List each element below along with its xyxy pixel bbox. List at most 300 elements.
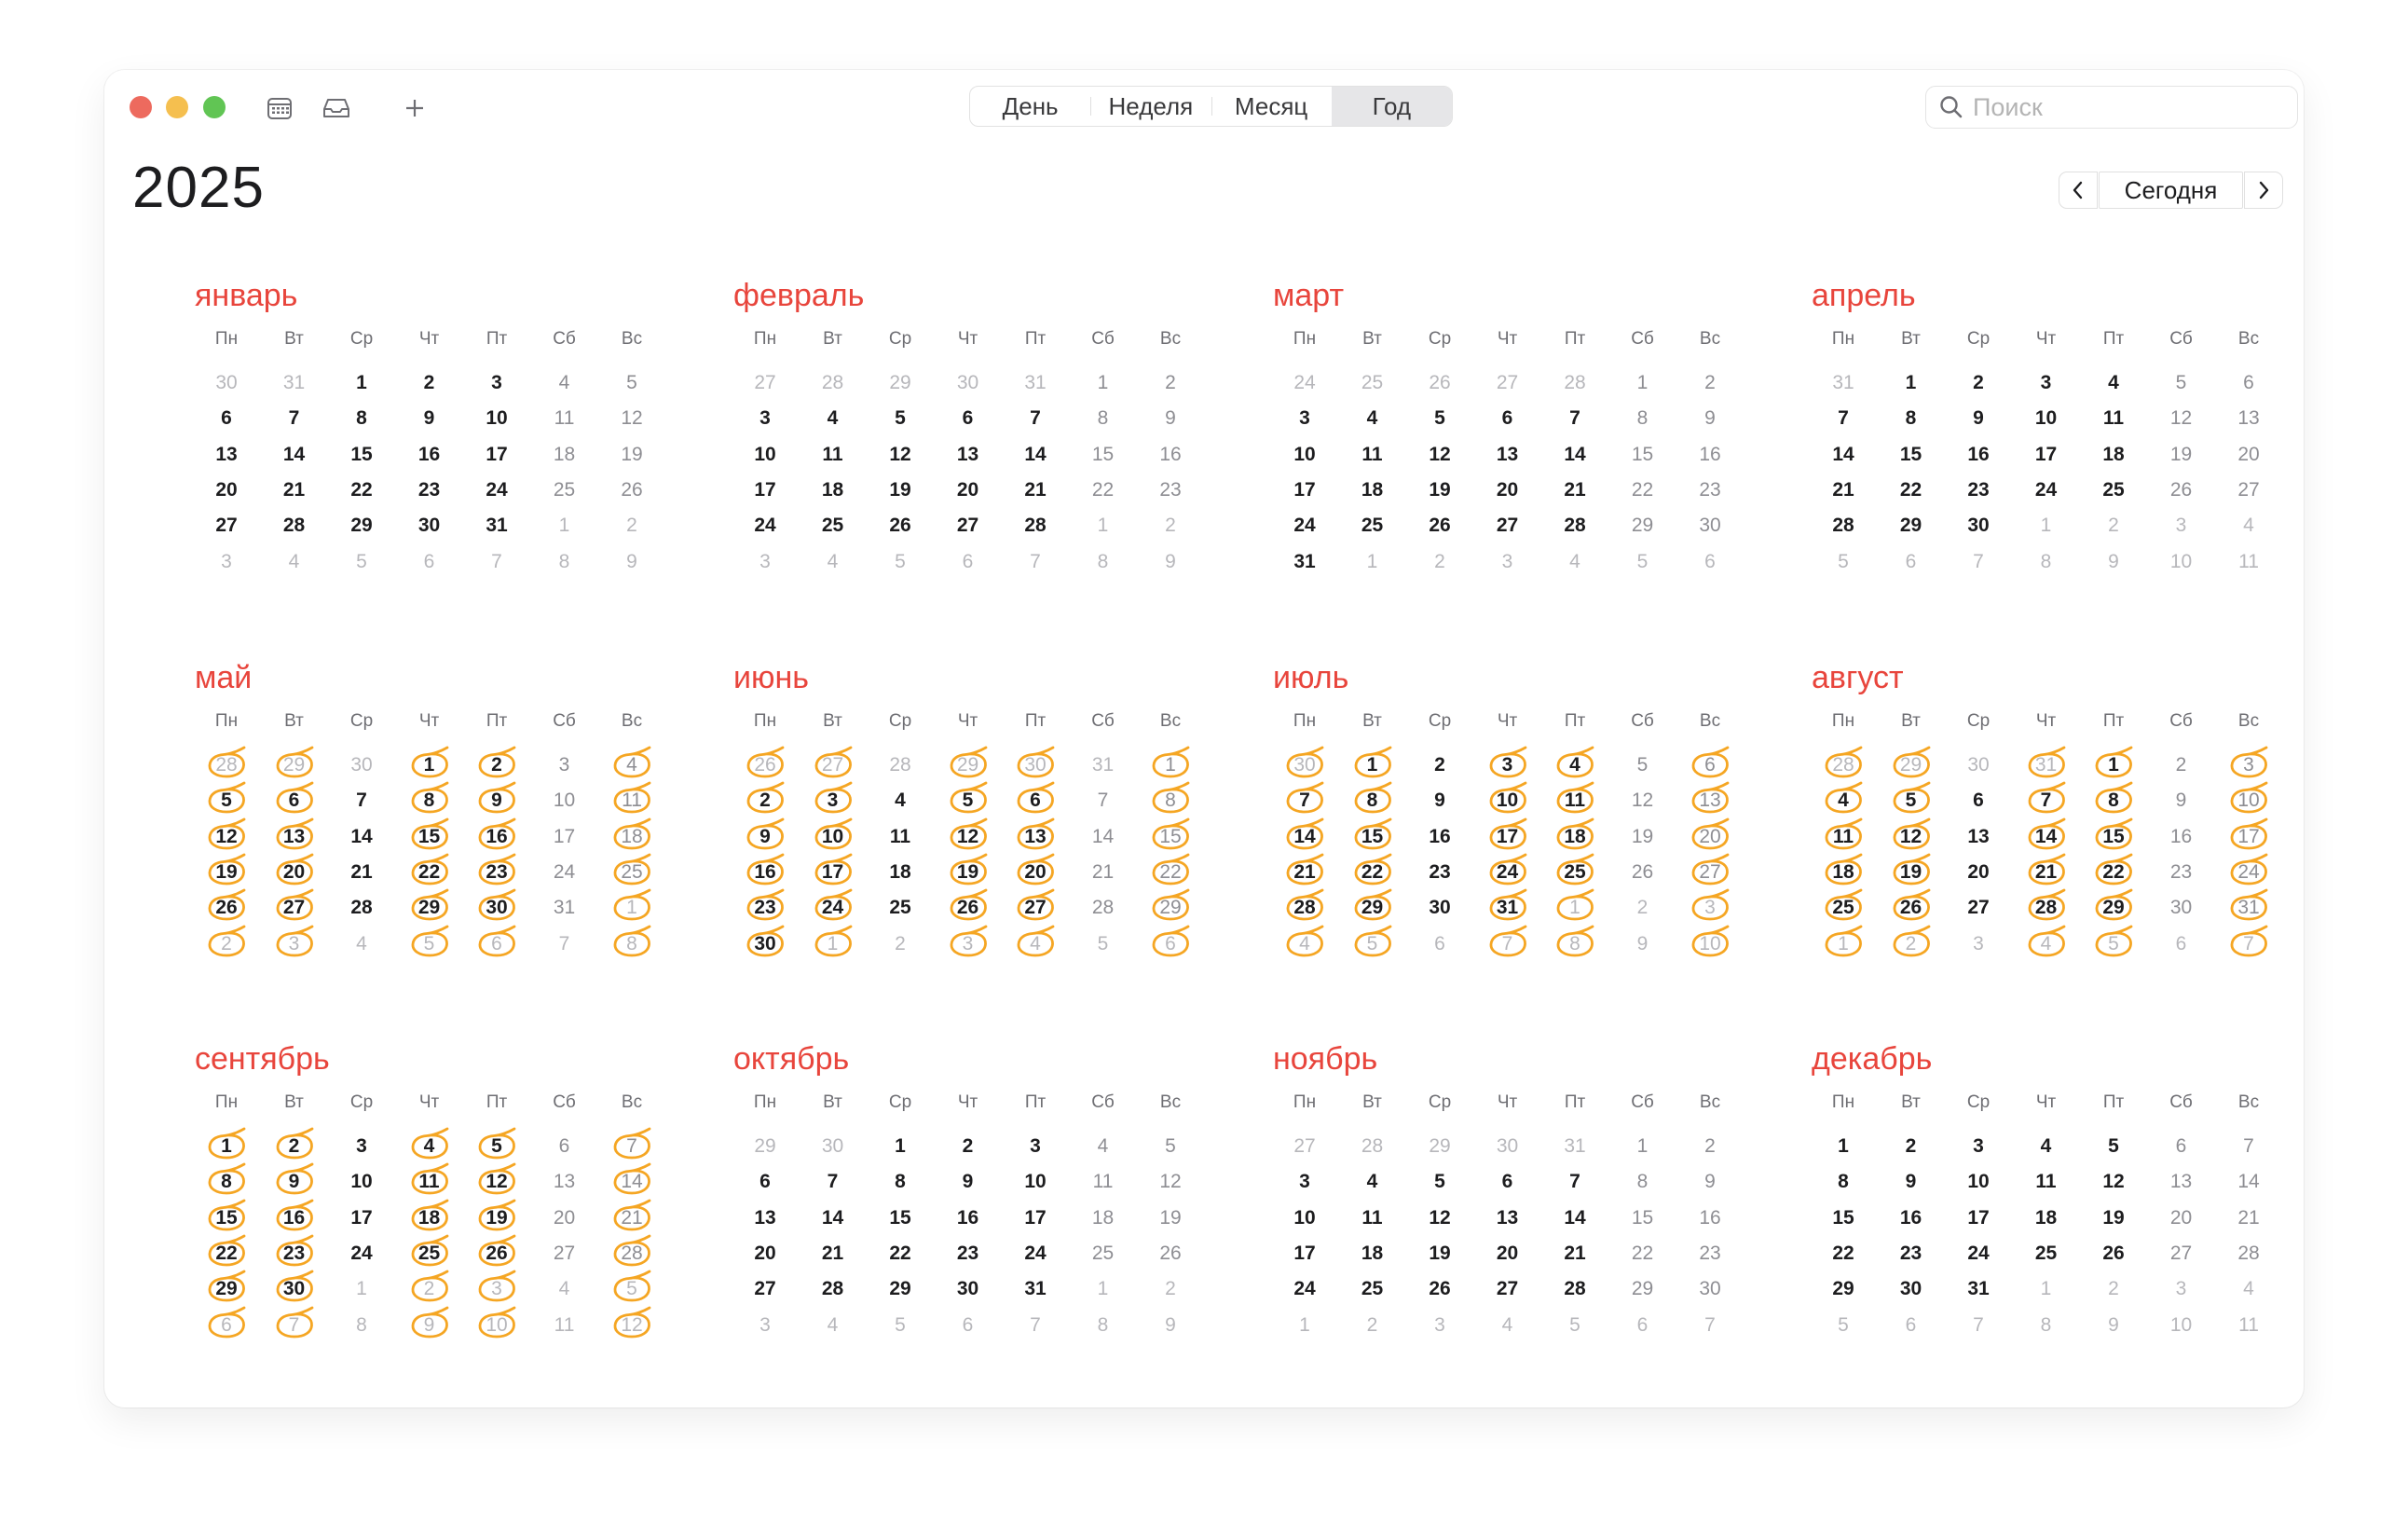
adjacent-month-day[interactable]: 1	[1366, 550, 1378, 572]
month-name[interactable]: июнь	[733, 660, 809, 695]
day-cell[interactable]: 17	[350, 1206, 373, 1229]
day-cell[interactable]: 8	[1636, 1171, 1649, 1193]
day-cell[interactable]: 9	[1704, 1171, 1716, 1193]
day-cell[interactable]: 29	[350, 515, 373, 537]
day-cell[interactable]: 26	[1429, 515, 1451, 537]
day-cell[interactable]: 21	[282, 478, 306, 501]
day-cell[interactable]: 11	[2035, 1171, 2057, 1193]
day-cell[interactable]: 1	[193, 1129, 260, 1164]
adjacent-month-day[interactable]: 24	[1293, 372, 1316, 393]
day-cell[interactable]: 29	[396, 890, 463, 926]
day-cell[interactable]: 24	[1293, 1278, 1316, 1300]
day-cell[interactable]: 20	[956, 478, 979, 501]
adjacent-month-day[interactable]: 29	[889, 372, 911, 393]
adjacent-month-day[interactable]: 30	[350, 754, 373, 776]
day-cell[interactable]: 8	[1838, 1171, 1849, 1193]
day-cell[interactable]: 30	[1699, 515, 1721, 537]
adjacent-month-day[interactable]: 10	[2169, 550, 2193, 572]
adjacent-month-day[interactable]: 7	[1030, 550, 1041, 572]
adjacent-month-day[interactable]: 31	[1024, 372, 1047, 393]
day-cell[interactable]: 24	[1024, 1242, 1047, 1264]
day-cell[interactable]: 13	[553, 1171, 576, 1193]
day-cell[interactable]: 7	[356, 790, 367, 812]
adjacent-month-day[interactable]: 2	[1165, 1278, 1176, 1300]
adjacent-month-day[interactable]: 8	[1097, 550, 1109, 572]
day-cell[interactable]: 14	[1564, 1206, 1586, 1229]
adjacent-month-day[interactable]: 4	[1569, 550, 1580, 572]
day-cell[interactable]: 4	[895, 790, 906, 812]
day-cell[interactable]: 13	[1496, 1206, 1519, 1229]
day-cell[interactable]: 19	[1631, 825, 1654, 847]
day-cell[interactable]: 15	[350, 443, 373, 465]
day-cell[interactable]: 13	[1496, 443, 1519, 465]
day-cell[interactable]: 6	[261, 783, 328, 818]
day-cell[interactable]: 13	[956, 443, 979, 465]
day-cell[interactable]: 25	[821, 515, 844, 537]
search-input[interactable]	[1973, 93, 2271, 122]
day-cell[interactable]: 17	[1293, 1242, 1316, 1264]
adjacent-month-day[interactable]: 6	[423, 550, 435, 572]
day-cell[interactable]: 15	[396, 819, 463, 855]
adjacent-month-day[interactable]: 6	[1905, 1313, 1917, 1336]
adjacent-month-day[interactable]: 1	[356, 1278, 367, 1300]
day-cell[interactable]: 9	[732, 819, 799, 855]
day-cell[interactable]: 30	[2169, 897, 2193, 919]
day-cell[interactable]: 8	[1339, 783, 1406, 818]
day-cell[interactable]: 24	[350, 1242, 373, 1264]
day-cell[interactable]: 13	[2169, 1171, 2193, 1193]
day-cell[interactable]: 14	[1024, 443, 1047, 465]
day-cell[interactable]: 6	[962, 407, 974, 430]
day-cell[interactable]: 12	[935, 819, 1002, 855]
day-cell[interactable]: 4	[1366, 1171, 1378, 1193]
zoom-window-button[interactable]	[203, 96, 226, 118]
day-cell[interactable]: 22	[889, 1242, 911, 1264]
day-cell[interactable]: 16	[2169, 825, 2193, 847]
day-cell[interactable]: 31	[486, 515, 508, 537]
day-cell[interactable]: 19	[889, 478, 911, 501]
adjacent-month-day[interactable]: 7	[1474, 927, 1541, 962]
day-cell[interactable]: 18	[598, 819, 665, 855]
day-cell[interactable]: 2	[1704, 1135, 1716, 1157]
day-cell[interactable]: 30	[261, 1271, 328, 1307]
day-cell[interactable]: 2	[962, 1135, 974, 1157]
day-cell[interactable]: 12	[2169, 407, 2193, 430]
adjacent-month-day[interactable]: 30	[1271, 748, 1338, 783]
adjacent-month-day[interactable]: 27	[800, 748, 867, 783]
day-cell[interactable]: 8	[356, 407, 367, 430]
day-cell[interactable]: 16	[1967, 443, 1990, 465]
adjacent-month-day[interactable]: 6	[1434, 932, 1445, 954]
day-cell[interactable]: 27	[2169, 1242, 2193, 1264]
day-cell[interactable]: 23	[1699, 478, 1721, 501]
day-cell[interactable]: 2	[1704, 372, 1716, 393]
day-cell[interactable]: 11	[889, 825, 911, 847]
day-cell[interactable]: 23	[956, 1242, 979, 1264]
day-cell[interactable]: 20	[261, 855, 328, 890]
day-cell[interactable]: 31	[1024, 1278, 1047, 1300]
adjacent-month-day[interactable]: 3	[2175, 1278, 2187, 1300]
day-cell[interactable]: 27	[1967, 897, 1990, 919]
day-cell[interactable]: 3	[491, 372, 502, 393]
day-cell[interactable]: 7	[2243, 1135, 2254, 1157]
day-cell[interactable]: 12	[621, 407, 643, 430]
today-button[interactable]: Сегодня	[2099, 172, 2243, 209]
month-name[interactable]: май	[195, 660, 253, 695]
day-cell[interactable]: 4	[396, 1129, 463, 1164]
day-cell[interactable]: 12	[1429, 443, 1451, 465]
adjacent-month-day[interactable]: 8	[558, 550, 570, 572]
month-name[interactable]: март	[1273, 278, 1345, 313]
day-cell[interactable]: 26	[463, 1236, 530, 1271]
adjacent-month-day[interactable]: 31	[1091, 754, 1115, 776]
day-cell[interactable]: 7	[2013, 783, 2080, 818]
day-cell[interactable]: 19	[1429, 1242, 1451, 1264]
adjacent-month-day[interactable]: 2	[1165, 515, 1176, 537]
day-cell[interactable]: 12	[1631, 790, 1654, 812]
day-cell[interactable]: 17	[754, 478, 776, 501]
day-cell[interactable]: 6	[2243, 372, 2254, 393]
adjacent-month-day[interactable]: 26	[732, 748, 799, 783]
day-cell[interactable]: 25	[1091, 1242, 1115, 1264]
adjacent-month-day[interactable]: 31	[1564, 1135, 1586, 1157]
adjacent-month-day[interactable]: 3	[221, 550, 232, 572]
adjacent-month-day[interactable]: 7	[261, 1308, 328, 1343]
adjacent-month-day[interactable]: 2	[1636, 897, 1649, 919]
adjacent-month-day[interactable]: 2	[895, 932, 906, 954]
adjacent-month-day[interactable]: 10	[1676, 927, 1744, 962]
day-cell[interactable]: 1	[1636, 372, 1649, 393]
day-cell[interactable]: 24	[1967, 1242, 1990, 1264]
day-cell[interactable]: 21	[1564, 478, 1586, 501]
adjacent-month-day[interactable]: 7	[1973, 1313, 1984, 1336]
day-cell[interactable]: 16	[1429, 825, 1451, 847]
adjacent-month-day[interactable]: 1	[1097, 1278, 1109, 1300]
adjacent-month-day[interactable]: 27	[1293, 1135, 1316, 1157]
day-cell[interactable]: 2	[1165, 372, 1176, 393]
day-cell[interactable]: 9	[463, 783, 530, 818]
day-cell[interactable]: 16	[956, 1206, 979, 1229]
day-cell[interactable]: 23	[1429, 860, 1451, 883]
adjacent-month-day[interactable]: 31	[1832, 372, 1854, 393]
day-cell[interactable]: 10	[800, 819, 867, 855]
adjacent-month-day[interactable]: 1	[2040, 515, 2052, 537]
adjacent-month-day[interactable]: 3	[759, 550, 771, 572]
adjacent-month-day[interactable]: 5	[1569, 1313, 1580, 1336]
day-cell[interactable]: 30	[1699, 1278, 1721, 1300]
adjacent-month-day[interactable]: 30	[215, 372, 238, 393]
day-cell[interactable]: 10	[1293, 443, 1316, 465]
day-cell[interactable]: 12	[463, 1164, 530, 1200]
day-cell[interactable]: 15	[1899, 443, 1922, 465]
adjacent-month-day[interactable]: 5	[396, 927, 463, 962]
day-cell[interactable]: 17	[553, 825, 576, 847]
adjacent-month-day[interactable]: 28	[193, 748, 260, 783]
day-cell[interactable]: 3	[2040, 372, 2052, 393]
day-cell[interactable]: 20	[1496, 478, 1519, 501]
tab-week[interactable]: Неделя	[1090, 87, 1211, 126]
adjacent-month-day[interactable]: 6	[962, 550, 974, 572]
month-name[interactable]: октябрь	[733, 1041, 850, 1077]
day-cell[interactable]: 12	[193, 819, 260, 855]
day-cell[interactable]: 9	[1704, 407, 1716, 430]
day-cell[interactable]: 27	[1496, 515, 1519, 537]
adjacent-month-day[interactable]: 1	[558, 515, 570, 537]
day-cell[interactable]: 10	[1293, 1206, 1316, 1229]
day-cell[interactable]: 5	[1434, 1171, 1445, 1193]
day-cell[interactable]: 16	[417, 443, 441, 465]
adjacent-month-day[interactable]: 4	[1002, 927, 1069, 962]
day-cell[interactable]: 20	[754, 1242, 776, 1264]
day-cell[interactable]: 7	[1569, 407, 1580, 430]
adjacent-month-day[interactable]: 1	[1097, 515, 1109, 537]
day-cell[interactable]: 13	[754, 1206, 776, 1229]
day-cell[interactable]: 11	[1361, 1206, 1383, 1229]
day-cell[interactable]: 2	[463, 748, 530, 783]
day-cell[interactable]: 30	[1967, 515, 1990, 537]
month-name[interactable]: июль	[1273, 660, 1349, 695]
day-cell[interactable]: 21	[2013, 855, 2080, 890]
adjacent-month-day[interactable]: 7	[2215, 927, 2282, 962]
adjacent-month-day[interactable]: 27	[754, 372, 776, 393]
day-cell[interactable]: 3	[356, 1135, 367, 1157]
adjacent-month-day[interactable]: 29	[1878, 748, 1945, 783]
adjacent-month-day[interactable]: 3	[1434, 1313, 1445, 1336]
adjacent-month-day[interactable]: 6	[1704, 550, 1716, 572]
day-cell[interactable]: 13	[261, 819, 328, 855]
day-cell[interactable]: 25	[2102, 478, 2125, 501]
adjacent-month-day[interactable]: 4	[2243, 1278, 2254, 1300]
adjacent-month-day[interactable]: 8	[1541, 927, 1608, 962]
adjacent-month-day[interactable]: 1	[800, 927, 867, 962]
day-cell[interactable]: 16	[732, 855, 799, 890]
month-name[interactable]: апрель	[1812, 278, 1916, 313]
day-cell[interactable]: 7	[1097, 790, 1109, 812]
day-cell[interactable]: 30	[732, 927, 799, 962]
day-cell[interactable]: 26	[889, 515, 911, 537]
day-cell[interactable]: 3	[1299, 407, 1310, 430]
day-cell[interactable]: 1	[1905, 372, 1917, 393]
adjacent-month-day[interactable]: 25	[1361, 372, 1384, 393]
adjacent-month-day[interactable]: 28	[821, 372, 844, 393]
day-cell[interactable]: 19	[1159, 1206, 1182, 1229]
day-cell[interactable]: 1	[1838, 1135, 1849, 1157]
day-cell[interactable]: 23	[2169, 860, 2193, 883]
adjacent-month-day[interactable]: 9	[396, 1308, 463, 1343]
day-cell[interactable]: 4	[2040, 1135, 2052, 1157]
day-cell[interactable]: 18	[1541, 819, 1608, 855]
day-cell[interactable]: 31	[553, 897, 576, 919]
day-cell[interactable]: 2	[2175, 754, 2187, 776]
day-cell[interactable]: 29	[1339, 890, 1406, 926]
day-cell[interactable]: 21	[350, 860, 373, 883]
day-cell[interactable]: 29	[1832, 1278, 1854, 1300]
day-cell[interactable]: 23	[1159, 478, 1182, 501]
day-cell[interactable]: 27	[956, 515, 979, 537]
day-cell[interactable]: 21	[598, 1201, 665, 1236]
plus-icon[interactable]	[398, 92, 431, 124]
month-name[interactable]: сентябрь	[195, 1041, 330, 1077]
day-cell[interactable]: 16	[1699, 1206, 1721, 1229]
adjacent-month-day[interactable]: 9	[626, 550, 637, 572]
day-cell[interactable]: 4	[1810, 783, 1877, 818]
day-cell[interactable]: 6	[558, 1135, 570, 1157]
adjacent-month-day[interactable]: 4	[2013, 927, 2080, 962]
adjacent-month-day[interactable]: 2	[1434, 550, 1445, 572]
adjacent-month-day[interactable]: 6	[962, 1313, 974, 1336]
day-cell[interactable]: 3	[759, 407, 771, 430]
adjacent-month-day[interactable]: 8	[1097, 1313, 1109, 1336]
day-cell[interactable]: 1	[2080, 748, 2147, 783]
day-cell[interactable]: 7	[827, 1171, 839, 1193]
day-cell[interactable]: 4	[598, 748, 665, 783]
day-cell[interactable]: 8	[193, 1164, 260, 1200]
day-cell[interactable]: 26	[2169, 478, 2193, 501]
day-cell[interactable]: 28	[598, 1236, 665, 1271]
day-cell[interactable]: 26	[1878, 890, 1945, 926]
day-cell[interactable]: 7	[1030, 407, 1041, 430]
day-cell[interactable]: 9	[2175, 790, 2187, 812]
adjacent-month-day[interactable]: 4	[2243, 515, 2254, 537]
day-cell[interactable]: 9	[1165, 407, 1176, 430]
day-cell[interactable]: 13	[215, 443, 238, 465]
adjacent-month-day[interactable]: 30	[1002, 748, 1069, 783]
day-cell[interactable]: 28	[1091, 897, 1115, 919]
day-cell[interactable]: 17	[2215, 819, 2282, 855]
calendar-icon[interactable]	[263, 92, 296, 124]
day-cell[interactable]: 19	[2102, 1206, 2125, 1229]
day-cell[interactable]: 28	[1271, 890, 1338, 926]
adjacent-month-day[interactable]: 4	[558, 1278, 570, 1300]
day-cell[interactable]: 3	[1030, 1135, 1041, 1157]
adjacent-month-day[interactable]: 3	[261, 927, 328, 962]
adjacent-month-day[interactable]: 4	[827, 1313, 839, 1336]
day-cell[interactable]: 3	[1474, 748, 1541, 783]
day-cell[interactable]: 5	[193, 783, 260, 818]
day-cell[interactable]: 29	[1631, 1278, 1654, 1300]
day-cell[interactable]: 31	[1474, 890, 1541, 926]
day-cell[interactable]: 8	[1137, 783, 1204, 818]
day-cell[interactable]: 26	[1429, 1278, 1451, 1300]
day-cell[interactable]: 7	[288, 407, 300, 430]
day-cell[interactable]: 5	[895, 407, 906, 430]
day-cell[interactable]: 19	[463, 1201, 530, 1236]
day-cell[interactable]: 14	[821, 1206, 844, 1229]
adjacent-month-day[interactable]: 30	[1496, 1135, 1519, 1157]
day-cell[interactable]: 24	[2215, 855, 2282, 890]
month-name[interactable]: январь	[195, 278, 298, 313]
adjacent-month-day[interactable]: 8	[2040, 1313, 2052, 1336]
adjacent-month-day[interactable]: 9	[2108, 1313, 2119, 1336]
adjacent-month-day[interactable]: 9	[1165, 1313, 1176, 1336]
adjacent-month-day[interactable]: 7	[491, 550, 502, 572]
day-cell[interactable]: 8	[1097, 407, 1109, 430]
day-cell[interactable]: 18	[1810, 855, 1877, 890]
day-cell[interactable]: 5	[2108, 1135, 2119, 1157]
day-cell[interactable]: 29	[2080, 890, 2147, 926]
adjacent-month-day[interactable]: 6	[1905, 550, 1917, 572]
day-cell[interactable]: 6	[1676, 748, 1744, 783]
day-cell[interactable]: 24	[1474, 855, 1541, 890]
day-cell[interactable]: 4	[827, 407, 839, 430]
day-cell[interactable]: 1	[396, 748, 463, 783]
day-cell[interactable]: 18	[1361, 1242, 1384, 1264]
adjacent-month-day[interactable]: 3	[1973, 932, 1984, 954]
day-cell[interactable]: 9	[1905, 1171, 1917, 1193]
adjacent-month-day[interactable]: 2	[193, 927, 260, 962]
adjacent-month-day[interactable]: 1	[2040, 1278, 2052, 1300]
day-cell[interactable]: 10	[1967, 1171, 1990, 1193]
day-cell[interactable]: 3	[1299, 1171, 1310, 1193]
day-cell[interactable]: 30	[1429, 897, 1451, 919]
day-cell[interactable]: 25	[1361, 1278, 1384, 1300]
day-cell[interactable]: 2	[1973, 372, 1984, 393]
tab-month[interactable]: Месяц	[1211, 87, 1332, 126]
day-cell[interactable]: 25	[1810, 890, 1877, 926]
day-cell[interactable]: 7	[1838, 407, 1849, 430]
adjacent-month-day[interactable]: 28	[889, 754, 911, 776]
adjacent-month-day[interactable]: 26	[1429, 372, 1451, 393]
adjacent-month-day[interactable]: 3	[759, 1313, 771, 1336]
day-cell[interactable]: 6	[759, 1171, 771, 1193]
adjacent-month-day[interactable]: 10	[2169, 1313, 2193, 1336]
day-cell[interactable]: 8	[1636, 407, 1649, 430]
day-cell[interactable]: 12	[1878, 819, 1945, 855]
adjacent-month-day[interactable]: 3	[1676, 890, 1744, 926]
day-cell[interactable]: 8	[1905, 407, 1917, 430]
day-cell[interactable]: 25	[553, 478, 576, 501]
day-cell[interactable]: 11	[598, 783, 665, 818]
day-cell[interactable]: 24	[486, 478, 508, 501]
adjacent-month-day[interactable]: 5	[356, 550, 367, 572]
day-cell[interactable]: 16	[1699, 443, 1721, 465]
day-cell[interactable]: 5	[1165, 1135, 1176, 1157]
day-cell[interactable]: 6	[1501, 407, 1513, 430]
day-cell[interactable]: 22	[193, 1236, 260, 1271]
adjacent-month-day[interactable]: 5	[1097, 932, 1109, 954]
adjacent-month-day[interactable]: 28	[1361, 1135, 1384, 1157]
day-cell[interactable]: 31	[1967, 1278, 1990, 1300]
day-cell[interactable]: 10	[2034, 407, 2058, 430]
day-cell[interactable]: 16	[261, 1201, 328, 1236]
day-cell[interactable]: 22	[350, 478, 373, 501]
day-cell[interactable]: 28	[1564, 1278, 1586, 1300]
day-cell[interactable]: 9	[962, 1171, 974, 1193]
day-cell[interactable]: 11	[1541, 783, 1608, 818]
adjacent-month-day[interactable]: 6	[193, 1308, 260, 1343]
adjacent-month-day[interactable]: 5	[895, 550, 906, 572]
day-cell[interactable]: 15	[1631, 443, 1654, 465]
day-cell[interactable]: 30	[417, 515, 441, 537]
day-cell[interactable]: 31	[1293, 550, 1316, 572]
day-cell[interactable]: 13	[1002, 819, 1069, 855]
adjacent-month-day[interactable]: 28	[1810, 748, 1877, 783]
adjacent-month-day[interactable]: 9	[1165, 550, 1176, 572]
day-cell[interactable]: 1	[356, 372, 367, 393]
day-cell[interactable]: 10	[486, 407, 508, 430]
adjacent-month-day[interactable]: 27	[1496, 372, 1519, 393]
adjacent-month-day[interactable]: 9	[2108, 550, 2119, 572]
day-cell[interactable]: 24	[1293, 515, 1316, 537]
day-cell[interactable]: 10	[1474, 783, 1541, 818]
day-cell[interactable]: 2	[1434, 754, 1445, 776]
day-cell[interactable]: 15	[1137, 819, 1204, 855]
day-cell[interactable]: 23	[1967, 478, 1990, 501]
day-cell[interactable]: 13	[2237, 407, 2260, 430]
day-cell[interactable]: 7	[1569, 1171, 1580, 1193]
day-cell[interactable]: 12	[2102, 1171, 2125, 1193]
day-cell[interactable]: 9	[1434, 790, 1445, 812]
